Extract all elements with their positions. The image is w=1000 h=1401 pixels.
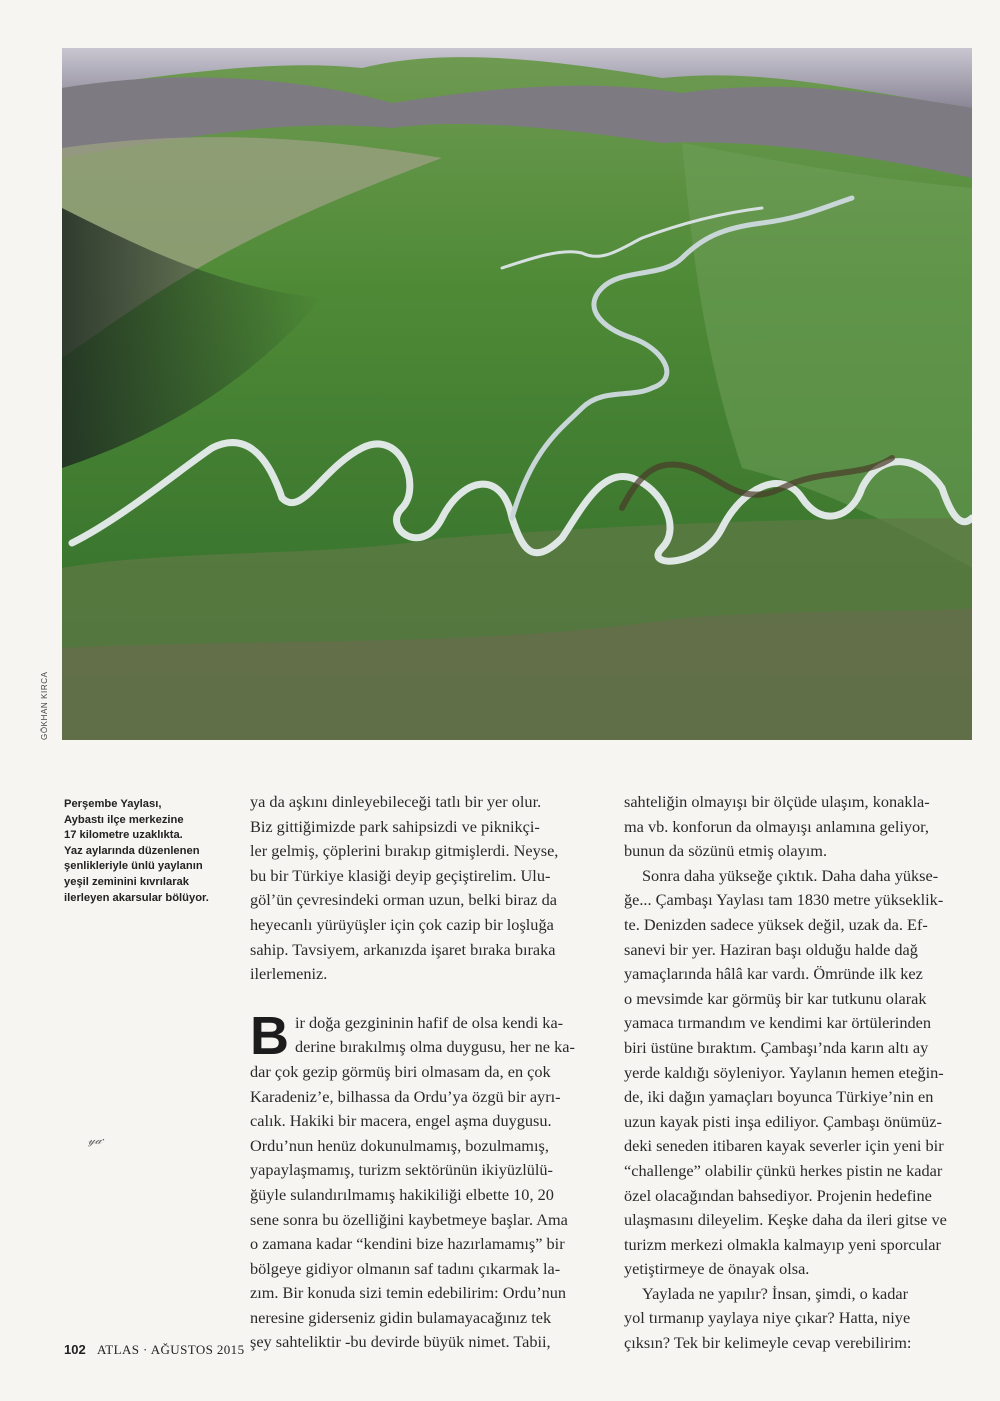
line-text: de, iki dağın yamaçları boyunca Türkiye’nin en xyxy=(624,1087,934,1107)
caption-line: Perşembe Yaylası, xyxy=(64,798,162,810)
caption-line: yeşil zeminini kıvrılarak xyxy=(64,875,189,888)
paragraph xyxy=(624,1282,974,1356)
line-text: Yaylada ne yapılır? İnsan, şimdi, o kadar xyxy=(642,1283,909,1303)
text-line xyxy=(250,1330,602,1355)
text-line xyxy=(250,1281,602,1306)
magazine-issue: ATLAS · AĞUSTOS 2015 xyxy=(96,1342,245,1357)
line-text: bölgeye gidiyor olmanın saf tadını çıkarmak la- xyxy=(250,1258,561,1278)
line-text: yapaylaşmamış, turizm sektörünün ikiyüzlülü- xyxy=(250,1160,553,1180)
line-text: dar çok gezip görmüş biri olmasam da, en çok xyxy=(250,1061,551,1081)
text-line xyxy=(624,1110,974,1135)
line-text: yamaca tırmandım ve kendimi kar örtülerinden xyxy=(624,1013,931,1033)
text-line xyxy=(250,913,602,938)
line-text: çıksın? Tek bir kelimeyle cevap verebilirim: xyxy=(624,1333,912,1353)
page-number: 102 xyxy=(64,1342,86,1357)
line-text: ler gelmiş, çöplerini bırakıp gitmişlerdi. Neyse, xyxy=(250,841,559,861)
line-text: yol tırmanıp yaylaya niye çıkar? Hatta, niye xyxy=(624,1308,911,1328)
paragraph xyxy=(250,790,602,987)
line-text: biri üstüne bıraktım. Çambaşı’nda karın altı ay xyxy=(624,1037,929,1057)
text-line xyxy=(624,962,974,987)
article-column-2 xyxy=(624,790,974,1356)
text-line xyxy=(624,1085,974,1110)
line-text: derine bırakılmış olma duygusu, her ne ka- xyxy=(295,1037,575,1057)
text-line xyxy=(624,790,974,815)
line-text: bunun da sözünü etmiş olayım. xyxy=(624,841,828,861)
drop-cap: B xyxy=(250,1005,289,1066)
text-line xyxy=(624,938,974,963)
text-line xyxy=(250,1085,602,1110)
text-line xyxy=(250,888,602,913)
line-text: yetiştirmeye de önayak olsa. xyxy=(624,1259,810,1279)
landscape-photo xyxy=(62,48,972,740)
caption-line: Yaz aylarında düzenlenen xyxy=(64,844,200,857)
page-footer xyxy=(64,1342,244,1358)
handwritten-signature: 𝓎𝒶· xyxy=(88,1133,106,1147)
line-text: ğe... Çambaşı Yaylası tam 1830 metre yükseklik- xyxy=(624,890,944,910)
line-text: uzun kayak pisti inşa ediliyor. Çambaşı önümüz- xyxy=(624,1111,942,1131)
line-text: özel olacağından bahsediyor. Projenin hedefine xyxy=(624,1185,932,1205)
paragraph xyxy=(624,790,974,864)
text-line xyxy=(624,1134,974,1159)
line-text: neresine giderseniz gidin bulamayacağınız tek xyxy=(250,1307,552,1327)
line-text: Sonra daha yükseğe çıktık. Daha daha yükse- xyxy=(642,865,939,885)
text-line xyxy=(250,1134,602,1159)
photo-credit: GÖKHAN KIRCA xyxy=(40,671,49,740)
line-text: sahteliğin olmayışı bir ölçüde ulaşım, konakla- xyxy=(624,792,930,811)
line-text: “challenge” olabilir çünkü herkes pistin ne kadar xyxy=(624,1160,943,1180)
text-line xyxy=(250,1257,602,1282)
text-line xyxy=(250,962,602,987)
text-line xyxy=(250,1158,602,1183)
text-line xyxy=(250,790,602,815)
line-text: yerde kaldığı söyleniyor. Yaylanın hemen eteğin- xyxy=(624,1062,944,1082)
line-text: ir doğa gezgininin hafif de olsa kendi ka- xyxy=(295,1012,564,1032)
line-text: göl’ün çevresindeki orman uzun, belki biraz da xyxy=(250,890,557,910)
text-line xyxy=(624,839,974,864)
text-line xyxy=(624,1036,974,1061)
text-line xyxy=(624,1159,974,1184)
text-line xyxy=(624,888,974,913)
line-text: ğüyle sulandırılmamış hakikiliği elbette 10, 20 xyxy=(250,1184,554,1204)
line-text: turizm merkezi olmakla kalmayıp yeni sporcular xyxy=(624,1234,941,1254)
line-text: o zamana kadar “kendini bize hazırlamamış” bir xyxy=(250,1234,565,1254)
line-text: Ordu’nun henüz dokunulmamış, bozulmamış, xyxy=(250,1135,549,1155)
text-line xyxy=(624,987,974,1012)
line-text: ma vb. konforun da olmayışı anlamına geliyor, xyxy=(624,816,930,836)
text-line xyxy=(250,1060,602,1085)
line-text: sene sonra bu özelliğini kaybetmeye başlar. Ama xyxy=(250,1209,568,1229)
line-text: calık. Hakiki bir macera, engel aşma duygusu. xyxy=(250,1111,552,1131)
meandering-river-illustration xyxy=(62,48,972,740)
line-text: Karadeniz’e, bilhassa da Ordu’ya özgü bir ayrı- xyxy=(250,1086,561,1106)
line-text: deki seneden itibaren kayak severler için yeni bir xyxy=(624,1136,944,1156)
line-text: sanevi bir yer. Haziran başı olduğu halde dağ xyxy=(624,939,918,959)
text-line xyxy=(250,1232,602,1257)
line-text: şey sahteliktir -bu devirde büyük nimet. Tabii, xyxy=(250,1332,551,1352)
text-line xyxy=(295,1035,602,1060)
line-text: Biz gittiğimizde park sahipsizdi ve piknikçi- xyxy=(250,816,540,836)
text-line xyxy=(624,1061,974,1086)
caption-line: 17 kilometre uzaklıkta. xyxy=(64,829,183,842)
text-line xyxy=(250,1109,602,1134)
caption-line: şenlikleriyle ünlü yaylanın xyxy=(64,860,203,873)
text-line xyxy=(624,864,974,889)
caption-line: Aybastı ilçe merkezine xyxy=(64,813,184,826)
line-text: bu bir Türkiye klasiği deyip geçiştirelim. Ulu- xyxy=(250,865,551,885)
text-line xyxy=(624,1011,974,1036)
text-line xyxy=(624,1184,974,1209)
line-text: ya da aşkını dinleyebileceği tatlı bir yer olur. xyxy=(250,792,542,811)
caption-line: ilerleyen akarsular bölüyor. xyxy=(64,891,209,904)
text-line xyxy=(250,864,602,889)
paragraph xyxy=(250,1005,602,1355)
text-line xyxy=(624,1257,974,1282)
text-line xyxy=(624,815,974,840)
text-line xyxy=(624,913,974,938)
paragraph-gap xyxy=(250,987,602,1011)
text-line xyxy=(624,1233,974,1258)
text-line xyxy=(624,1331,974,1356)
text-line xyxy=(624,1282,974,1307)
text-line xyxy=(250,815,602,840)
text-line xyxy=(624,1306,974,1331)
paragraph xyxy=(624,864,974,1282)
text-line xyxy=(295,1011,602,1036)
line-text: sahip. Tavsiyem, arkanızda işaret bıraka bıraka xyxy=(250,939,556,959)
line-text: heyecanlı yürüyüşler için çok cazip bir loşluğa xyxy=(250,914,554,934)
line-text: ulaşmasını dileyelim. Keşke daha da ileri gitse ve xyxy=(624,1210,947,1230)
text-line xyxy=(624,1208,974,1233)
photo-caption xyxy=(64,797,224,906)
line-text: o mevsimde kar görmüş bir kar tutkunu olarak xyxy=(624,988,927,1008)
text-line xyxy=(250,839,602,864)
text-line xyxy=(250,1306,602,1331)
text-line xyxy=(250,938,602,963)
line-text: zım. Bir konuda sizi temin edebilirim: Ordu’nun xyxy=(250,1283,567,1303)
line-text: yamaçlarında hâlâ kar vardı. Ömründe ilk kez xyxy=(624,964,923,984)
text-line xyxy=(250,1208,602,1233)
line-text: te. Denizden sadece yüksek değil, uzak da. Ef- xyxy=(624,914,928,934)
article-column-1 xyxy=(250,790,602,1355)
text-line xyxy=(250,1183,602,1208)
line-text: ilerlemeniz. xyxy=(250,964,328,984)
